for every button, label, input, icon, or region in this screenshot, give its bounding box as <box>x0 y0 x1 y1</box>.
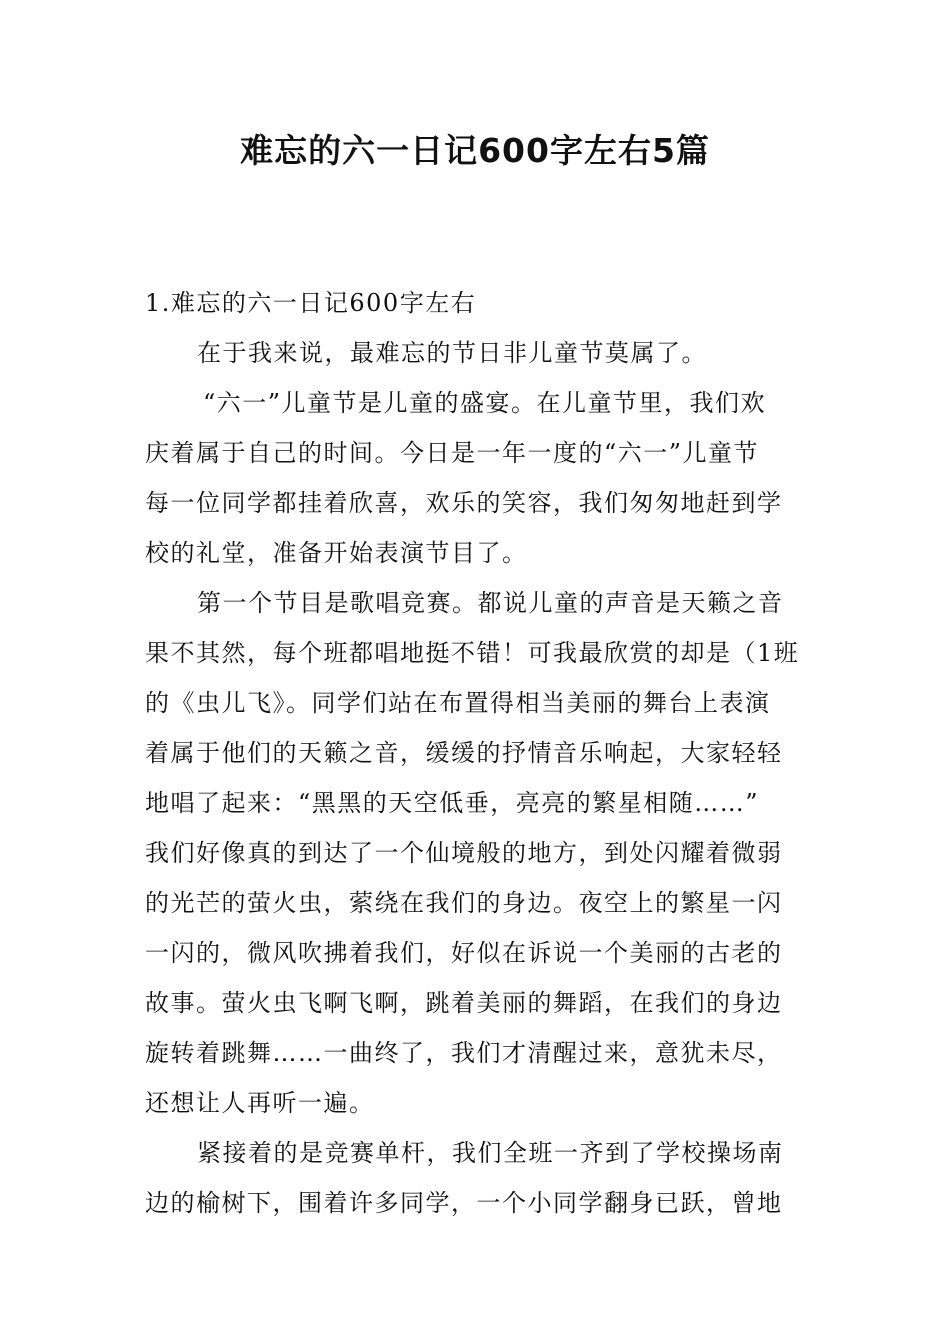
paragraph-3-line-7: 的光芒的萤火虫，萦绕在我们的身边。夜空上的繁星一闪 <box>145 889 783 917</box>
paragraph-3-line-1: 第一个节目是歌唱竞赛。都说儿童的声音是天籁之音 <box>197 589 784 617</box>
paragraph-2-line-1: “六一”儿童节是儿童的盛宴。在儿童节里，我们欢 <box>203 389 767 417</box>
paragraph-3-line-10: 旋转着跳舞……一曲终了，我们才清醒过来，意犹未尽， <box>145 1039 783 1067</box>
paragraph-4-line-1: 紧接着的是竞赛单杆，我们全班一齐到了学校操场南 <box>197 1139 784 1167</box>
paragraph-3-line-4: 着属于他们的天籁之音，缓缓的抒情音乐响起，大家轻轻 <box>145 739 783 767</box>
paragraph-3-line-2: 果不其然，每个班都唱地挺不错！可我最欣赏的却是（1班 <box>145 639 800 667</box>
paragraph-3-line-9: 故事。萤火虫飞啊飞啊，跳着美丽的舞蹈，在我们的身边 <box>145 989 783 1017</box>
paragraph-3-line-6: 我们好像真的到达了一个仙境般的地方，到处闪耀着微弱 <box>145 839 783 867</box>
paragraph-3-line-5: 地唱了起来：“黑黑的天空低垂，亮亮的繁星相随……” <box>145 789 760 817</box>
paragraph-3-line-8: 一闪的，微风吹拂着我们，好似在诉说一个美丽的古老的 <box>145 939 783 967</box>
paragraph-2-line-2: 庆着属于自己的时间。今日是一年一度的“六一”儿童节 <box>145 439 760 467</box>
paragraph-4-line-2: 边的榆树下，围着许多同学，一个小同学翻身已跃，曾地 <box>145 1189 783 1217</box>
paragraph-2-line-3: 每一位同学都挂着欣喜，欢乐的笑容，我们匆匆地赶到学 <box>145 489 783 517</box>
paragraph-2-line-4: 校的礼堂，准备开始表演节目了。 <box>145 539 528 567</box>
paragraph-3-line-11: 还想让人再听一遍。 <box>145 1089 375 1117</box>
section-heading: 1.难忘的六一日记600字左右 <box>145 289 477 317</box>
paragraph-3-line-3: 的《虫儿飞》。同学们站在布置得相当美丽的舞台上表演 <box>145 689 771 717</box>
document-body <box>145 278 805 1228</box>
document-title: 难忘的六一日记600字左右5篇 <box>240 131 710 170</box>
paragraph-1-line-1: 在于我来说，最难忘的节日非儿童节莫属了。 <box>197 339 707 367</box>
